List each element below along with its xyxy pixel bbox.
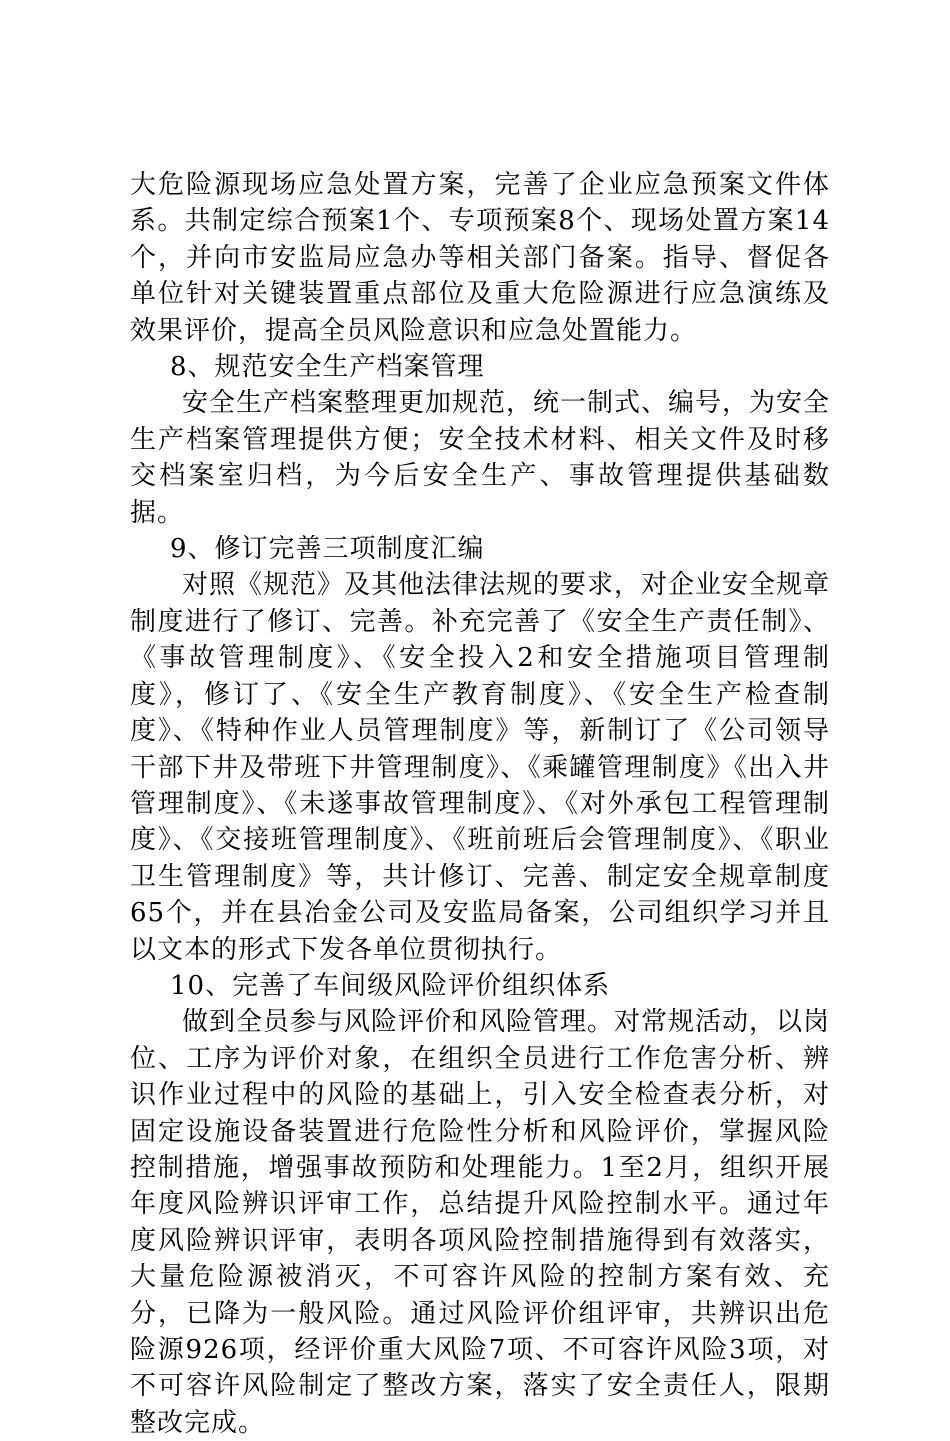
paragraph-three-systems: 对照《规范》及其他法律法规的要求，对企业安全规章制度进行了修订、完善。补充完善了《安全生产责任制》、《事故管理制度》、《安全投入2和安全措施项目管理制度》，修订了、《安全生产教育制度》、《安全生产检查制度》、《特种作业人员管理制度》等，新制订了《公司领导干部下井及带班下井管理制度》、《乘罐管理制度》《出入井管理制度》、《未遂事故管理制度》、《对外承包工程管理制度》、《交接班管理制度》、《班前班后会管理制度》、《职业卫生管理制度》等，共计修订、完善、制定安全规章制度65个，并在县冶金公司及安监局备案，公司组织学习并且以文本的形式下发各单位贯彻执行。 — [130, 570, 831, 965]
section-heading-three-systems: 9、修订完善三项制度汇编 — [170, 534, 485, 565]
paragraph-risk-evaluation: 做到全员参与风险评价和风险管理。对常规活动，以岗位、工序为评价对象，在组织全员进行工作危害分析、辨识作业过程中的风险的基础上，引入安全检查表分析，对固定设施设备装置进行危险性分析和风险评价，掌握风险控制措施，增强事故预防和处理能力。1至2月，组织开展年度风险辨识评审工作，总结提升风险控制水平。通过年度风险辨识评审，表明各项风险控制措施得到有效落实，大量危险源被消灭，不可容许风险的控制方案有效、充分，已降为一般风险。通过风险评价组评审，共辨识出危险源926项，经评价重大风险7项、不可容许风险3项，对不可容许风险制定了整改方案，落实了安全责任人，限期整改完成。 — [130, 1007, 831, 1438]
document-body — [130, 167, 830, 1441]
paragraph-archive-management: 安全生产档案整理更加规范，统一制式、编号，为安全生产档案管理提供方便；安全技术材料、相关文件及时移交档案室归档，为今后安全生产、事故管理提供基础数据。 — [130, 388, 831, 528]
section-heading-risk-evaluation: 10、完善了车间级风险评价组织体系 — [170, 970, 611, 1001]
section-heading-archive-management: 8、规范安全生产档案管理 — [170, 352, 485, 383]
paragraph-emergency-plans: 大危险源现场应急处置方案，完善了企业应急预案文件体系。共制定综合预案1个、专项预案8个、现场处置方案14个，并向市安监局应急办等相关部门备案。指导、督促各单位针对关键装置重点部位及重大危险源进行应急演练及效果评价，提高全员风险意识和应急处置能力。 — [130, 170, 830, 346]
